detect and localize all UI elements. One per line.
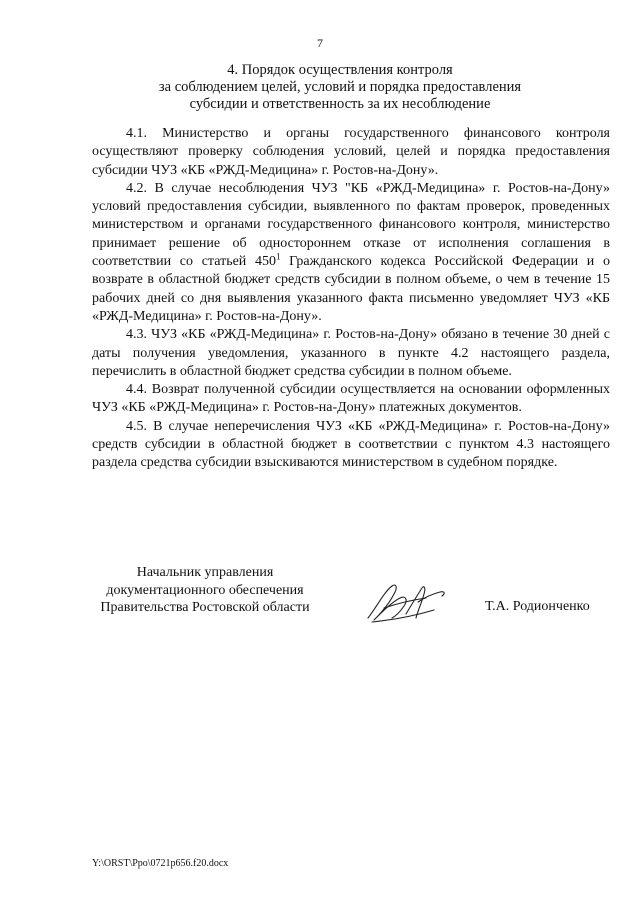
footer-file-path: Y:\ORST\Ppo\0721p656.f20.docx [92, 858, 229, 869]
article-superscript: 1 [275, 251, 281, 262]
page-number: 7 [317, 36, 323, 50]
heading-line-2: за соблюдением целей, условий и порядка предоставления [158, 79, 522, 95]
signatory-title-line-1: Начальник управления [136, 565, 274, 580]
paragraph-4-2-part-2: Гражданского кодекса Российской Федерации и о возврате в областной бюджет средств субсидии в полном объеме, о чем в течение 15 рабочих дней со дня выявления указанного факта письменно уведомляет ЧУЗ «КБ «РЖД-Медицина» г. Ростов-на-Дону». [92, 254, 610, 324]
handwritten-signature [362, 578, 452, 628]
signatory-title [90, 564, 320, 617]
section-body [92, 125, 610, 473]
signatory-name: Т.А. Родионченко [485, 599, 590, 614]
paragraph-4-4: 4.4. Возврат полученной субсидии осуществляется на основании оформленных ЧУЗ «КБ «РЖД-Медицина» г. Ростов-на-Дону» платежных документов. [92, 382, 610, 416]
paragraph-4-2-part-1: 4.2. В случае несоблюдения ЧУЗ "КБ «РЖД-Медицина» г. Ростов-на-Дону» условий предоставления субсидии, выявленного по фактам проверок, проведенных министерством и органами государственного финансового контроля, министерство принимает решение об одностороннем отказе от исполнения соглашения в соответствии со статьей 450 [92, 180, 610, 270]
section-heading [90, 62, 590, 113]
paragraph-4-5: 4.5. В случае неперечисления ЧУЗ «КБ «РЖД-Медицина» г. Ростов-на-Дону» средств субсидии в областной бюджет в соответствии с пунктом 4.3 настоящего раздела средства субсидии взыскиваются министерством в судебном порядке. [92, 418, 610, 471]
paragraph-4-1: 4.1. Министерство и органы государственного финансового контроля осуществляют проверку соблюдения условий, целей и порядка предоставления субсидии ЧУЗ «КБ «РЖД-Медицина» г. Ростов-на-Дону». [92, 126, 610, 178]
heading-line-3: субсидии и ответственность за их несоблюдение [189, 96, 491, 112]
signatory-title-line-2: документационного обеспечения [106, 582, 304, 598]
heading-line-1: 4. Порядок осуществления контроля [227, 62, 453, 78]
signatory-title-line-3: Правительства Ростовской области [100, 600, 310, 615]
paragraph-4-3: 4.3. ЧУЗ «КБ «РЖД-Медицина» г. Ростов-на-Дону» обязано в течение 30 дней с даты получения уведомления, указанного в пункте 4.2 настоящего раздела, перечислить в областной бюджет средства субсидии в полном объеме. [92, 327, 610, 379]
paragraph-4-2 [92, 180, 610, 326]
